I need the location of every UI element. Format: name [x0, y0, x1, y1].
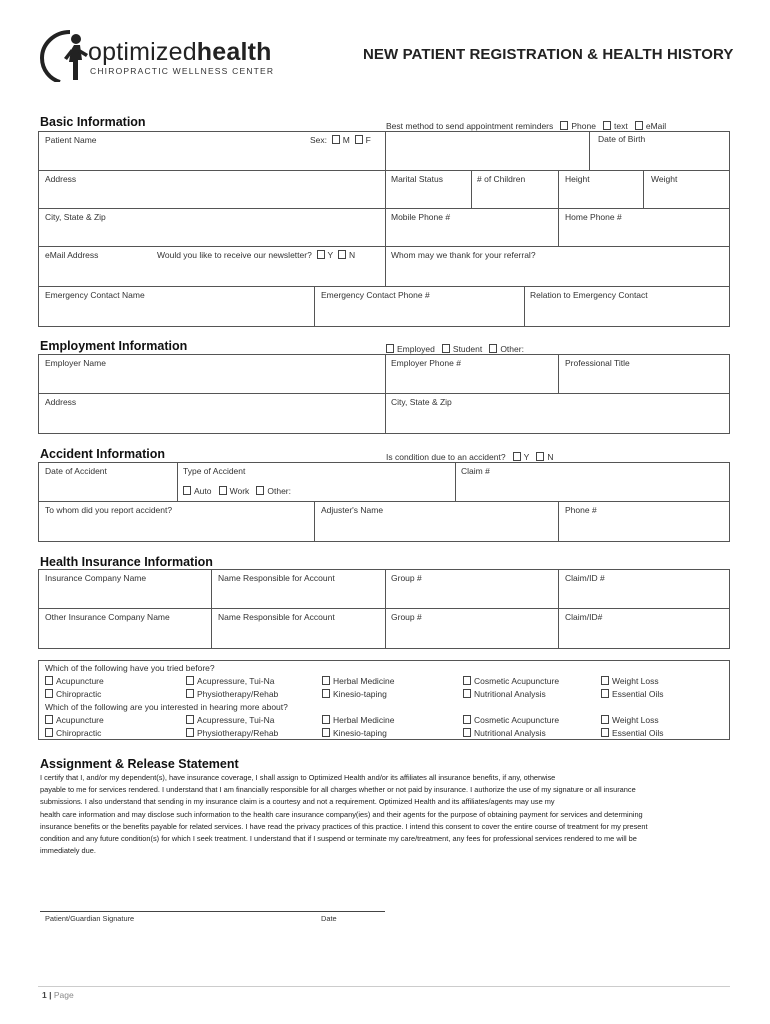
accident-type-options — [183, 486, 291, 496]
treatment-label: Weight Loss — [612, 715, 659, 725]
treatment-option — [322, 689, 387, 699]
treatment-label: Acupressure, Tui-Na — [197, 715, 275, 725]
newsletter-no-label: N — [348, 250, 356, 260]
email-checkbox[interactable] — [635, 121, 643, 130]
mobile-phone-field[interactable]: Mobile Phone # — [391, 212, 451, 222]
treatment-option — [322, 728, 387, 738]
student-checkbox[interactable] — [442, 344, 450, 353]
accident-table — [38, 462, 730, 542]
sex-m-label: M — [342, 135, 350, 145]
signature-line[interactable] — [40, 911, 385, 912]
statement-line: immediately due. — [40, 846, 96, 856]
phone-checkbox[interactable] — [560, 121, 568, 130]
treatment-option — [322, 676, 394, 686]
accident-no-label: N — [547, 452, 554, 462]
assignment-statement — [40, 772, 648, 857]
treatment-checkbox[interactable] — [463, 676, 471, 685]
sex-f-checkbox[interactable] — [355, 135, 363, 144]
date-label: Date — [321, 914, 337, 923]
treatment-option — [601, 715, 659, 725]
group2-field[interactable]: Group # — [391, 612, 422, 622]
responsible-field[interactable]: Name Responsible for Account — [218, 573, 335, 583]
treatment-option — [45, 715, 104, 725]
treatment-option — [186, 676, 274, 686]
treatment-label: Cosmetic Acupuncture — [474, 715, 560, 725]
email-option: eMail — [645, 121, 667, 131]
assignment-title: Assignment & Release Statement — [40, 757, 239, 771]
basic-info-title: Basic Information — [40, 115, 146, 129]
employment-status — [386, 344, 524, 354]
accident-title: Accident Information — [40, 447, 166, 461]
treatment-option — [601, 689, 664, 699]
accident-yes-checkbox[interactable] — [513, 452, 521, 461]
employment-title: Employment Information — [40, 339, 188, 353]
treatment-label: Weight Loss — [612, 676, 659, 686]
treatment-option — [463, 676, 559, 686]
other-label: Other: — [500, 344, 524, 354]
sex-label: Sex: — [310, 135, 328, 145]
newsletter-no-checkbox[interactable] — [338, 250, 346, 259]
weight-field[interactable]: Weight — [651, 174, 678, 184]
professional-title-field[interactable]: Professional Title — [565, 358, 630, 368]
claim-id2-field[interactable]: Claim/ID# — [565, 612, 603, 622]
logo-subtitle: CHIROPRACTIC WELLNESS CENTER — [90, 66, 275, 76]
treatment-label: Herbal Medicine — [333, 676, 395, 686]
sex-f-label: F — [365, 135, 371, 145]
treatment-checkbox[interactable] — [45, 728, 53, 737]
treatment-label: Essential Oils — [612, 727, 664, 738]
treatment-checkbox[interactable] — [463, 689, 471, 698]
treatment-label: Chiropractic — [56, 727, 102, 738]
treatment-label: Nutritional Analysis — [474, 688, 546, 699]
treatment-checkbox[interactable] — [186, 715, 194, 724]
page-label: Page — [53, 990, 74, 1000]
page-number: 1 | Page — [42, 990, 74, 1000]
treatment-label: Chiropractic — [56, 688, 102, 699]
height-field[interactable]: Height — [565, 174, 590, 184]
other-checkbox[interactable] — [489, 344, 497, 353]
tried-question: Which of the following have you tried before? — [45, 663, 215, 673]
treatment-option — [463, 715, 559, 725]
auto-checkbox[interactable] — [183, 486, 191, 495]
emergency-phone-field[interactable]: Emergency Contact Phone # — [321, 290, 430, 300]
page-title: NEW PATIENT REGISTRATION & HEALTH HISTORY — [363, 46, 734, 63]
auto-label: Auto — [194, 486, 212, 496]
other-insurance-field[interactable]: Other Insurance Company Name — [45, 612, 170, 622]
accident-question-label: Is condition due to an accident? — [386, 452, 506, 462]
employed-checkbox[interactable] — [386, 344, 394, 353]
statement-line: insurance benefits or the benefits payable for related services. I have read the privacy practices of this practice. I intend this consent to cover the entire course of treatment for my present — [40, 821, 648, 831]
treatment-option — [322, 715, 394, 725]
treatment-option — [463, 728, 546, 738]
claim-id-field[interactable]: Claim/ID # — [565, 573, 605, 583]
treatment-option — [186, 689, 278, 699]
interested-question: Which of the following are you interested in hearing more about? — [45, 702, 288, 712]
sex-field — [310, 135, 371, 145]
signature-label: Patient/Guardian Signature — [45, 914, 135, 923]
newsletter-yes-label: Y — [327, 250, 334, 260]
treatment-checkbox[interactable] — [186, 676, 194, 685]
accident-phone-field[interactable]: Phone # — [565, 505, 597, 515]
treatment-label: Acupuncture — [56, 676, 104, 686]
accident-question — [386, 452, 554, 462]
treatment-option — [601, 676, 659, 686]
treatment-checkbox[interactable] — [45, 689, 53, 698]
city-state-zip-field[interactable]: City, State & Zip — [45, 212, 106, 222]
patient-name-field[interactable]: Patient Name — [45, 135, 97, 145]
treatment-checkbox[interactable] — [601, 728, 609, 737]
accident-other-checkbox[interactable] — [256, 486, 264, 495]
footer-divider — [38, 986, 730, 987]
employed-label: Employed — [397, 344, 435, 354]
treatment-label: Essential Oils — [612, 688, 664, 699]
treatment-checkbox[interactable] — [322, 728, 330, 737]
statement-line: I certify that I, and/or my dependent(s), have insurance coverage, I shall assign to Optimized Health and/or its affiliates all insurance benefits, if any, otherwise — [40, 773, 556, 782]
treatment-option — [463, 689, 546, 699]
employer-address-field[interactable]: Address — [45, 397, 77, 407]
treatment-option — [45, 676, 104, 686]
treatment-option — [45, 689, 101, 699]
logo — [40, 30, 280, 85]
accident-no-checkbox[interactable] — [536, 452, 544, 461]
treatment-label: Cosmetic Acupuncture — [474, 676, 560, 686]
relation-field[interactable]: Relation to Emergency Contact — [530, 290, 648, 300]
treatment-label: Physiotherapy/Rehab — [197, 688, 279, 699]
emergency-name-field[interactable]: Emergency Contact Name — [45, 290, 145, 300]
marital-status-field[interactable]: Marital Status — [391, 174, 443, 184]
treatment-checkbox[interactable] — [463, 728, 471, 737]
email-address-field[interactable]: eMail Address — [45, 250, 99, 260]
treatment-label: Herbal Medicine — [333, 715, 395, 725]
treatment-option — [601, 728, 664, 738]
work-checkbox[interactable] — [219, 486, 227, 495]
treatment-checkbox[interactable] — [322, 676, 330, 685]
treatment-label: Acupressure, Tui-Na — [197, 676, 275, 686]
newsletter-label: Would you like to receive our newsletter? — [157, 250, 312, 260]
employer-name-field[interactable]: Employer Name — [45, 358, 106, 368]
treatment-checkbox[interactable] — [45, 715, 53, 724]
treatment-label: Acupuncture — [56, 715, 104, 725]
statement-line: payable to me for services rendered. I understand that I am financially responsible for all charges whether or not paid by insurance. I authorize the use of my signature or all insurance — [40, 785, 636, 795]
sex-m-checkbox[interactable] — [332, 135, 340, 144]
accident-yes-label: Y — [523, 452, 530, 462]
treatment-checkbox[interactable] — [322, 689, 330, 698]
treatment-label: Physiotherapy/Rehab — [197, 727, 279, 738]
claim-field[interactable]: Claim # — [461, 466, 490, 476]
insurance-company-field[interactable]: Insurance Company Name — [45, 573, 147, 583]
treatment-checkbox[interactable] — [601, 689, 609, 698]
employer-phone-field[interactable]: Employer Phone # — [391, 358, 461, 368]
referral-field[interactable]: Whom may we thank for your referral? — [391, 250, 536, 260]
treatment-checkbox[interactable] — [186, 728, 194, 737]
treatment-checkbox[interactable] — [601, 676, 609, 685]
insurance-title: Health Insurance Information — [40, 555, 213, 569]
treatment-option — [186, 715, 274, 725]
statement-line: condition and any future condition(s) for which I seek treatment. I understand that if I suspend or terminate my care/treatment, any fees for professional services rendered to me will be — [40, 834, 637, 844]
treatment-checkbox[interactable] — [463, 715, 471, 724]
statement-line: submissions. I also understand that sending in my insurance claim is a courtesy and not a requirement. Optimized Health and its affiliates/agents may use my — [40, 797, 555, 807]
text-checkbox[interactable] — [603, 121, 611, 130]
logo-light: optimized — [88, 38, 197, 66]
treatment-option — [186, 728, 278, 738]
reported-to-field[interactable]: To whom did you report accident? — [45, 505, 173, 515]
treatment-checkbox[interactable] — [45, 676, 53, 685]
treatment-label: Kinesio-taping — [333, 688, 387, 699]
page-num-value: 1 — [42, 990, 47, 1000]
student-label: Student — [452, 344, 483, 354]
treatment-checkbox[interactable] — [601, 715, 609, 724]
reminder-label: Best method to send appointment reminders — [386, 121, 554, 131]
phone-option: Phone — [571, 121, 596, 131]
accident-date-field[interactable]: Date of Accident — [45, 466, 107, 476]
address-field[interactable]: Address — [45, 174, 77, 184]
dob-field[interactable]: Date of Birth — [598, 134, 646, 144]
logo-wordmark — [88, 38, 272, 67]
treatment-checkbox[interactable] — [322, 715, 330, 724]
text-option: text — [614, 121, 628, 131]
children-field[interactable]: # of Children — [477, 174, 526, 184]
newsletter-yes-checkbox[interactable] — [317, 250, 325, 259]
newsletter-question — [157, 250, 355, 260]
employer-city-field[interactable]: City, State & Zip — [391, 397, 452, 407]
reminder-preference — [386, 121, 666, 131]
treatment-label: Kinesio-taping — [333, 727, 387, 738]
treatment-checkbox[interactable] — [186, 689, 194, 698]
responsible2-field[interactable]: Name Responsible for Account — [218, 612, 335, 622]
adjuster-field[interactable]: Adjuster's Name — [321, 505, 384, 515]
treatment-option — [45, 728, 101, 738]
accident-other-label: Other: — [267, 486, 291, 496]
treatment-label: Nutritional Analysis — [474, 727, 546, 738]
statement-line: health care information and may disclose such information to the health care insurance company(ies) and their agents for the purpose of obtaining payment for services and determining — [40, 809, 643, 819]
group-field[interactable]: Group # — [391, 573, 422, 583]
work-label: Work — [229, 486, 250, 496]
logo-bold: health — [196, 38, 272, 66]
accident-type-field: Type of Accident — [183, 466, 246, 476]
home-phone-field[interactable]: Home Phone # — [565, 212, 622, 222]
